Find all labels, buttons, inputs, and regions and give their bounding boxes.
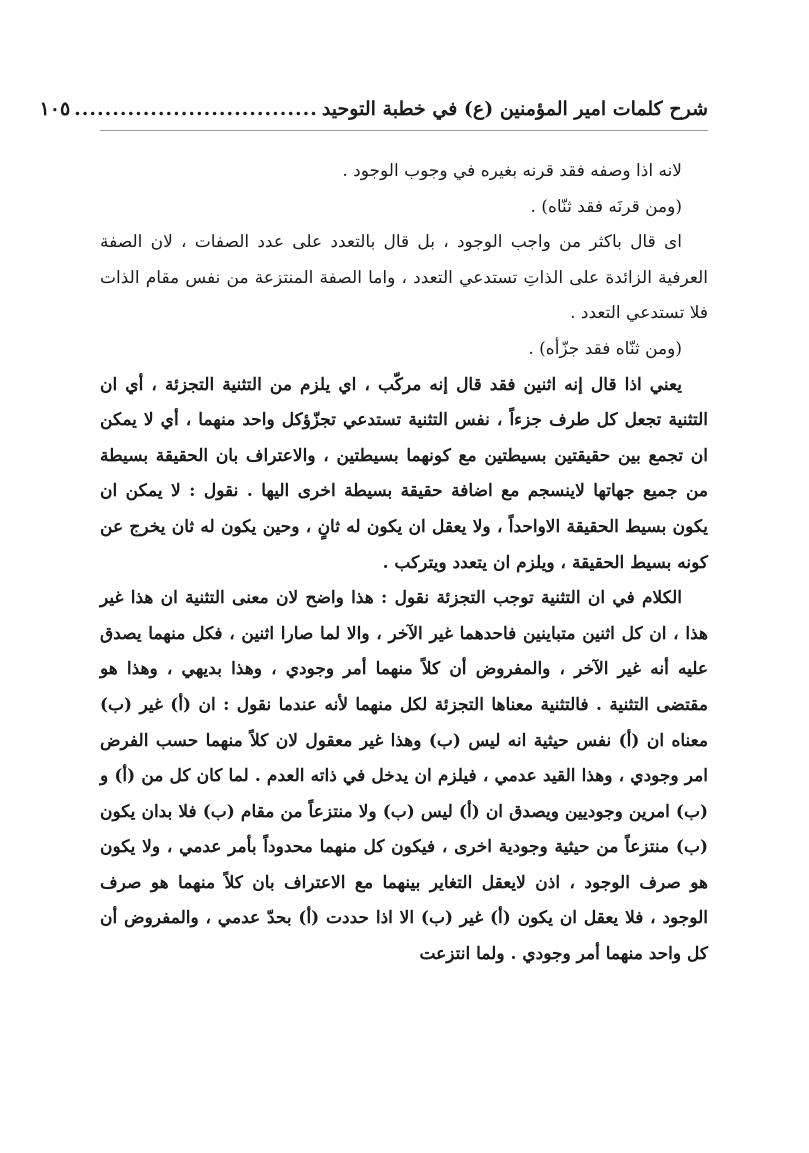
- quoted-sermon-line: (ومن قرنَه فقد ثنّاه) .: [530, 196, 682, 217]
- header-divider: [100, 130, 708, 131]
- running-header: [39, 92, 708, 126]
- header-dot-leader: ................................: [74, 98, 318, 120]
- page-number: ١٠٥: [39, 98, 71, 120]
- paragraph: يعني اذا قال إنه اثنين فقد قال إنه مركّب ، اي يلزم من التثنية التجزئة ، أي ان التثنية تجعل كل طرف جزءاً ، نفس التثنية تستدعي تجزّؤكل واحد منهما ، أي لا يمكن ان تجمع بين حقيقتين بسيطتين مع كونهما بسيطتين ، والاعتراف بان الحقيقة بسيطة من جميع جهاتها لاينسجم مع اضافة حقيقة بسيطة اخرى اليها . نقول : لا يمكن ان يكون بسيط الحقيقة الاواحداً ، ولا يعقل ان يكون له ثانٍ ، وحين يكون له ثان يخرج عن كونه بسيط الحقيقة ، ويلزم ان يتعدد ويتركب .: [100, 374, 708, 573]
- body-text: [100, 154, 708, 973]
- running-header-title: شرح كلمات امير المؤمنين (ع) في خطبة التوحيد: [321, 98, 708, 120]
- paragraph: الكلام في ان التثنية توجب التجزئة نقول : هذا واضح لان معنى التثنية ان هذا غير هذا ، ان كل اثنين متباينين فاحدهما غير الآخر ، والا لما صارا اثنين ، فكل منهما يصدق عليه أنه غير الآخر ، والمفروض أن كلاً منهما أمر وجودي ، وهذا بديهي ، وهذا هو مقتضى التثنية . فالتثنية معناها التجزئة لكل منهما لأنه عندما نقول : ان (أ) غير (ب) معناه ان (أ) نفس حيثية انه ليس (ب) وهذا غير معقول لان كلاً منهما حسب الفرض امر وجودي ، وهذا القيد عدمي ، فيلزم ان يدخل في ذاته العدم . لما كان كل من (أ) و (ب) امرين وجوديين ويصدق ان (أ) ليس (ب) ولا منتزعاً من مقام (ب) فلا بدان يكون (ب) منتزعاً من حيثية وجودية اخرى ، فيكون كل منهما محدوداً بأمر عدمي ، ولا يكون هو صرف الوجود ، اذن لايعقل التغاير بينهما مع الاعتراف بان كلاً منهما هو صرف الوجود ، فلا يعقل ان يكون (أ) غير (ب) الا اذا حددت (أ) بحدّ عدمي ، والمفروض أن كل واحد منهما أمر وجودي . ولما انتزعت: [100, 588, 708, 965]
- quoted-sermon-line: (ومن ثنّاه فقد جزّأه) .: [528, 338, 682, 359]
- paragraph: لانه اذا وصفه فقد قرنه بغيره في وجوب الوجود .: [342, 161, 682, 181]
- paragraph: اى قال باكثر من واجب الوجود ، بل قال بالتعدد على عدد الصفات ، لان الصفة العرفية الزائدة على الذاتِ تستدعي التعدد ، واما الصفة المنتزعة من نفس مقام الذات فلا تستدعي التعدد .: [100, 232, 708, 324]
